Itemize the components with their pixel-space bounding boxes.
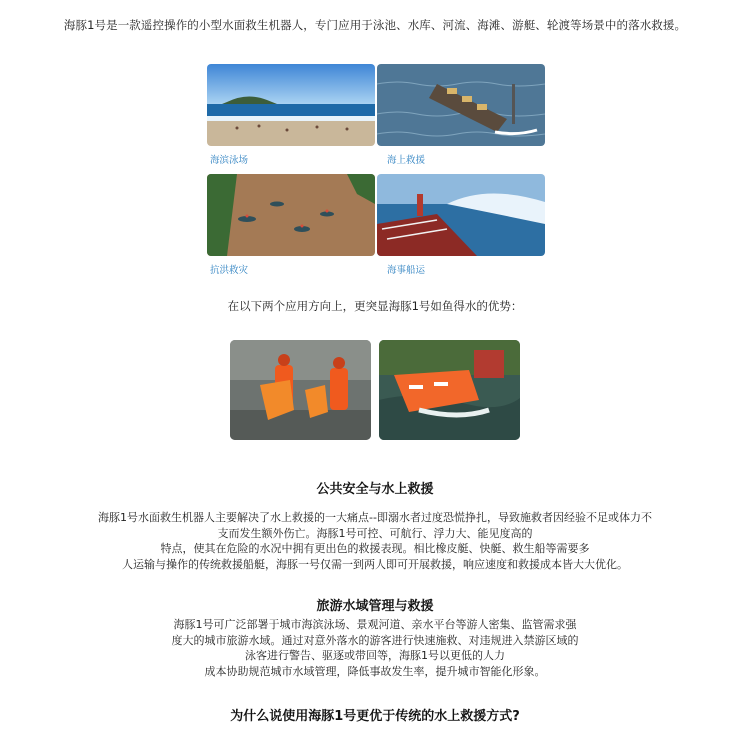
body-line: 成本协助规范城市水域管理，降低事故发生率，提升城市智能化形象。: [204, 664, 546, 678]
intro-text: 海豚1号是一款遥控操作的小型水面救生机器人，专门应用于泳池、水库、河流、海滩、游艇、轮渡等场景中的落水救援。: [63, 18, 687, 32]
body-line: 海豚1号水面救生机器人主要解决了水上救援的一大痛点--即溺水者过度恐慌挣扎，导致施救者因经验不足或体力不: [98, 511, 652, 524]
robot-in-water-photo: [379, 340, 520, 440]
body-line: 支而发生额外伤亡。海豚1号可控、可航行、浮力大、能见度高的: [217, 526, 533, 540]
shipwreck-photo: [377, 64, 545, 146]
scene-beach: [207, 64, 375, 166]
scene-sea-rescue: [377, 64, 545, 166]
scene-caption: 海滨泳场: [210, 155, 249, 166]
body-line: 泳客进行警告、驱逐或带回等，海豚1号以更低的人力: [245, 649, 505, 662]
scene-shipping: [377, 174, 545, 276]
scene-caption: 海上救援: [387, 155, 426, 166]
scene-flood: [207, 174, 375, 276]
body-line: 度大的城市旅游水域。通过对意外落水的游客进行快速施救、对违规进入禁游区域的: [171, 633, 579, 647]
section-body-public-safety: [60, 510, 690, 572]
scene-grid: [207, 64, 545, 280]
flood-photo: [207, 174, 375, 256]
section-title-why: 为什么说使用海豚1号更优于传统的水上救援方式?: [230, 709, 520, 724]
section-title-public-safety: 公共安全与水上救援: [316, 482, 434, 497]
beach-photo: [207, 64, 375, 146]
ship-deck-photo: [377, 174, 545, 256]
body-line: 人运输与操作的传统救援船艇，海豚一号仅需一到两人即可开展救援，响应速度和救援成本皆大大优化。: [122, 557, 628, 571]
section-title-tourism: 旅游水域管理与救援: [316, 599, 434, 614]
body-line: 海豚1号可广泛部署于城市海滨泳场、景观河道、亲水平台等游人密集、监管需求强: [173, 618, 577, 631]
firefighters-photo: [230, 340, 371, 440]
section-body-tourism: [60, 617, 690, 679]
sub-intro-text: 在以下两个应用方向上，更突显海豚1号如鱼得水的优势：: [227, 299, 523, 313]
scene-caption: 抗洪救灾: [210, 265, 249, 276]
scene-caption: 海事船运: [387, 265, 426, 276]
robot-photos: [230, 340, 520, 440]
body-line: 特点，使其在危险的水况中拥有更出色的救援表现。相比橡皮艇、快艇、救生船等需要多: [160, 542, 590, 555]
